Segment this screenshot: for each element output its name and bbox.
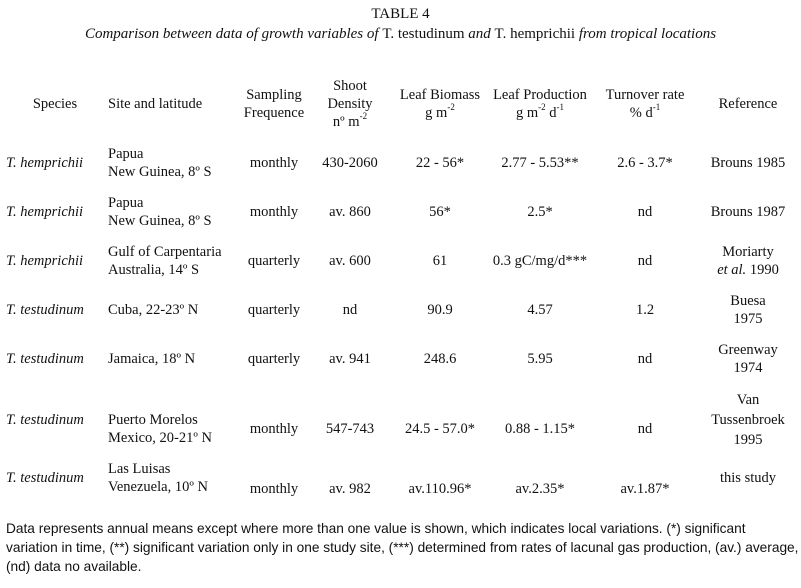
header-site: Site and latitude	[108, 96, 203, 112]
cell-turnover-rate: nd	[637, 421, 653, 437]
cell-leaf-production: 2.77 - 5.53**	[501, 155, 579, 171]
header-shoot-density: Shoot Density nº $m^{-2}$	[327, 78, 373, 130]
cell-sampling: quarterly	[247, 302, 301, 318]
cell-shoot-density: av. 860	[329, 204, 371, 220]
cell-shoot-density: av. 600	[329, 253, 371, 269]
cell-leaf-biomass: 90.9	[427, 302, 453, 318]
cell-shoot-density: nd	[342, 302, 358, 318]
cell-shoot-density: 430-2060	[322, 155, 378, 171]
cell-site: Puerto Morelos Mexico, 20-21º N	[108, 412, 212, 446]
cell-species: T. hemprichii	[6, 204, 84, 220]
cell-turnover-rate: av.1.87*	[620, 481, 670, 497]
cell-leaf-biomass: 248.6	[423, 351, 457, 367]
cell-leaf-biomass: 22 - 56*	[415, 155, 465, 171]
header-species: Species	[32, 96, 78, 112]
cell-leaf-production: 4.57	[527, 302, 553, 318]
cell-site: Jamaica, 18º N	[108, 351, 196, 367]
cell-sampling: monthly	[249, 155, 299, 171]
header-leaf-biomass: Leaf Biomass g $m^{-2}$	[399, 87, 481, 121]
cell-leaf-production: 0.3 gC/mg/d***	[492, 253, 588, 269]
cell-species: T. testudinum	[6, 412, 84, 428]
cell-reference: Greenway 1974	[718, 342, 778, 376]
cell-site: Cuba, 22-23º N	[108, 302, 199, 318]
table-title: TABLE 4	[371, 6, 430, 22]
cell-site: Gulf of Carpentaria Australia, 14º S	[108, 244, 222, 278]
table-subtitle: Comparison between data of growth variables of T. testudinum and T. hemprichii from tropical locations	[84, 26, 717, 42]
cell-leaf-production: 5.95	[527, 351, 553, 367]
cell-reference: this study	[720, 470, 776, 486]
cell-reference: Brouns 1987	[710, 204, 786, 220]
cell-shoot-density: av. 982	[329, 481, 371, 497]
cell-sampling: quarterly	[247, 253, 301, 269]
cell-turnover-rate: nd	[637, 204, 653, 220]
cell-species: T. testudinum	[6, 302, 84, 318]
table-footnote: Data represents annual means except where more than one value is shown, which indicates local variations. (*) significant variation in time, (**) significant variation only in one study site, (***) determined from rates of lacunal gas production, (av.) average, (nd) data no available.	[6, 521, 799, 574]
cell-species: T. testudinum	[6, 351, 84, 367]
cell-turnover-rate: 1.2	[635, 302, 655, 318]
cell-leaf-biomass: 24.5 - 57.0*	[404, 421, 476, 437]
cell-turnover-rate: 2.6 - 3.7*	[617, 155, 673, 171]
cell-sampling: monthly	[249, 481, 299, 497]
cell-sampling: monthly	[249, 204, 299, 220]
cell-reference: Buesa 1975	[730, 293, 766, 327]
cell-site: Papua New Guinea, 8º S	[108, 195, 212, 229]
cell-reference: Moriarty et al. 1990	[717, 244, 779, 278]
cell-turnover-rate: nd	[637, 253, 653, 269]
cell-sampling: monthly	[249, 421, 299, 437]
cell-site: Las Luisas Venezuela, 10º N	[108, 461, 208, 495]
header-leaf-production: Leaf Production g $m^{-2}$ $d^{-1}$	[493, 87, 587, 121]
header-sampling: Sampling Frequence	[243, 87, 305, 121]
cell-reference: Van Tussenbroek 1995	[711, 392, 785, 448]
cell-reference: Brouns 1985	[710, 155, 786, 171]
cell-shoot-density: 547-743	[325, 421, 375, 437]
cell-species: T. hemprichii	[6, 155, 84, 171]
cell-shoot-density: av. 941	[329, 351, 371, 367]
cell-leaf-biomass: 61	[432, 253, 448, 269]
cell-leaf-biomass: 56*	[429, 204, 451, 220]
cell-leaf-production: 2.5*	[527, 204, 553, 220]
header-reference: Reference	[718, 96, 778, 112]
cell-site: Papua New Guinea, 8º S	[108, 146, 212, 180]
cell-species: T. hemprichii	[6, 253, 84, 269]
cell-turnover-rate: nd	[637, 351, 653, 367]
header-turnover-rate: Turnover rate % $d^{-1}$	[605, 87, 685, 121]
cell-species: T. testudinum	[6, 470, 84, 486]
cell-leaf-biomass: av.110.96*	[408, 481, 472, 497]
cell-sampling: quarterly	[247, 351, 301, 367]
cell-leaf-production: 0.88 - 1.15*	[504, 421, 576, 437]
cell-leaf-production: av.2.35*	[515, 481, 565, 497]
